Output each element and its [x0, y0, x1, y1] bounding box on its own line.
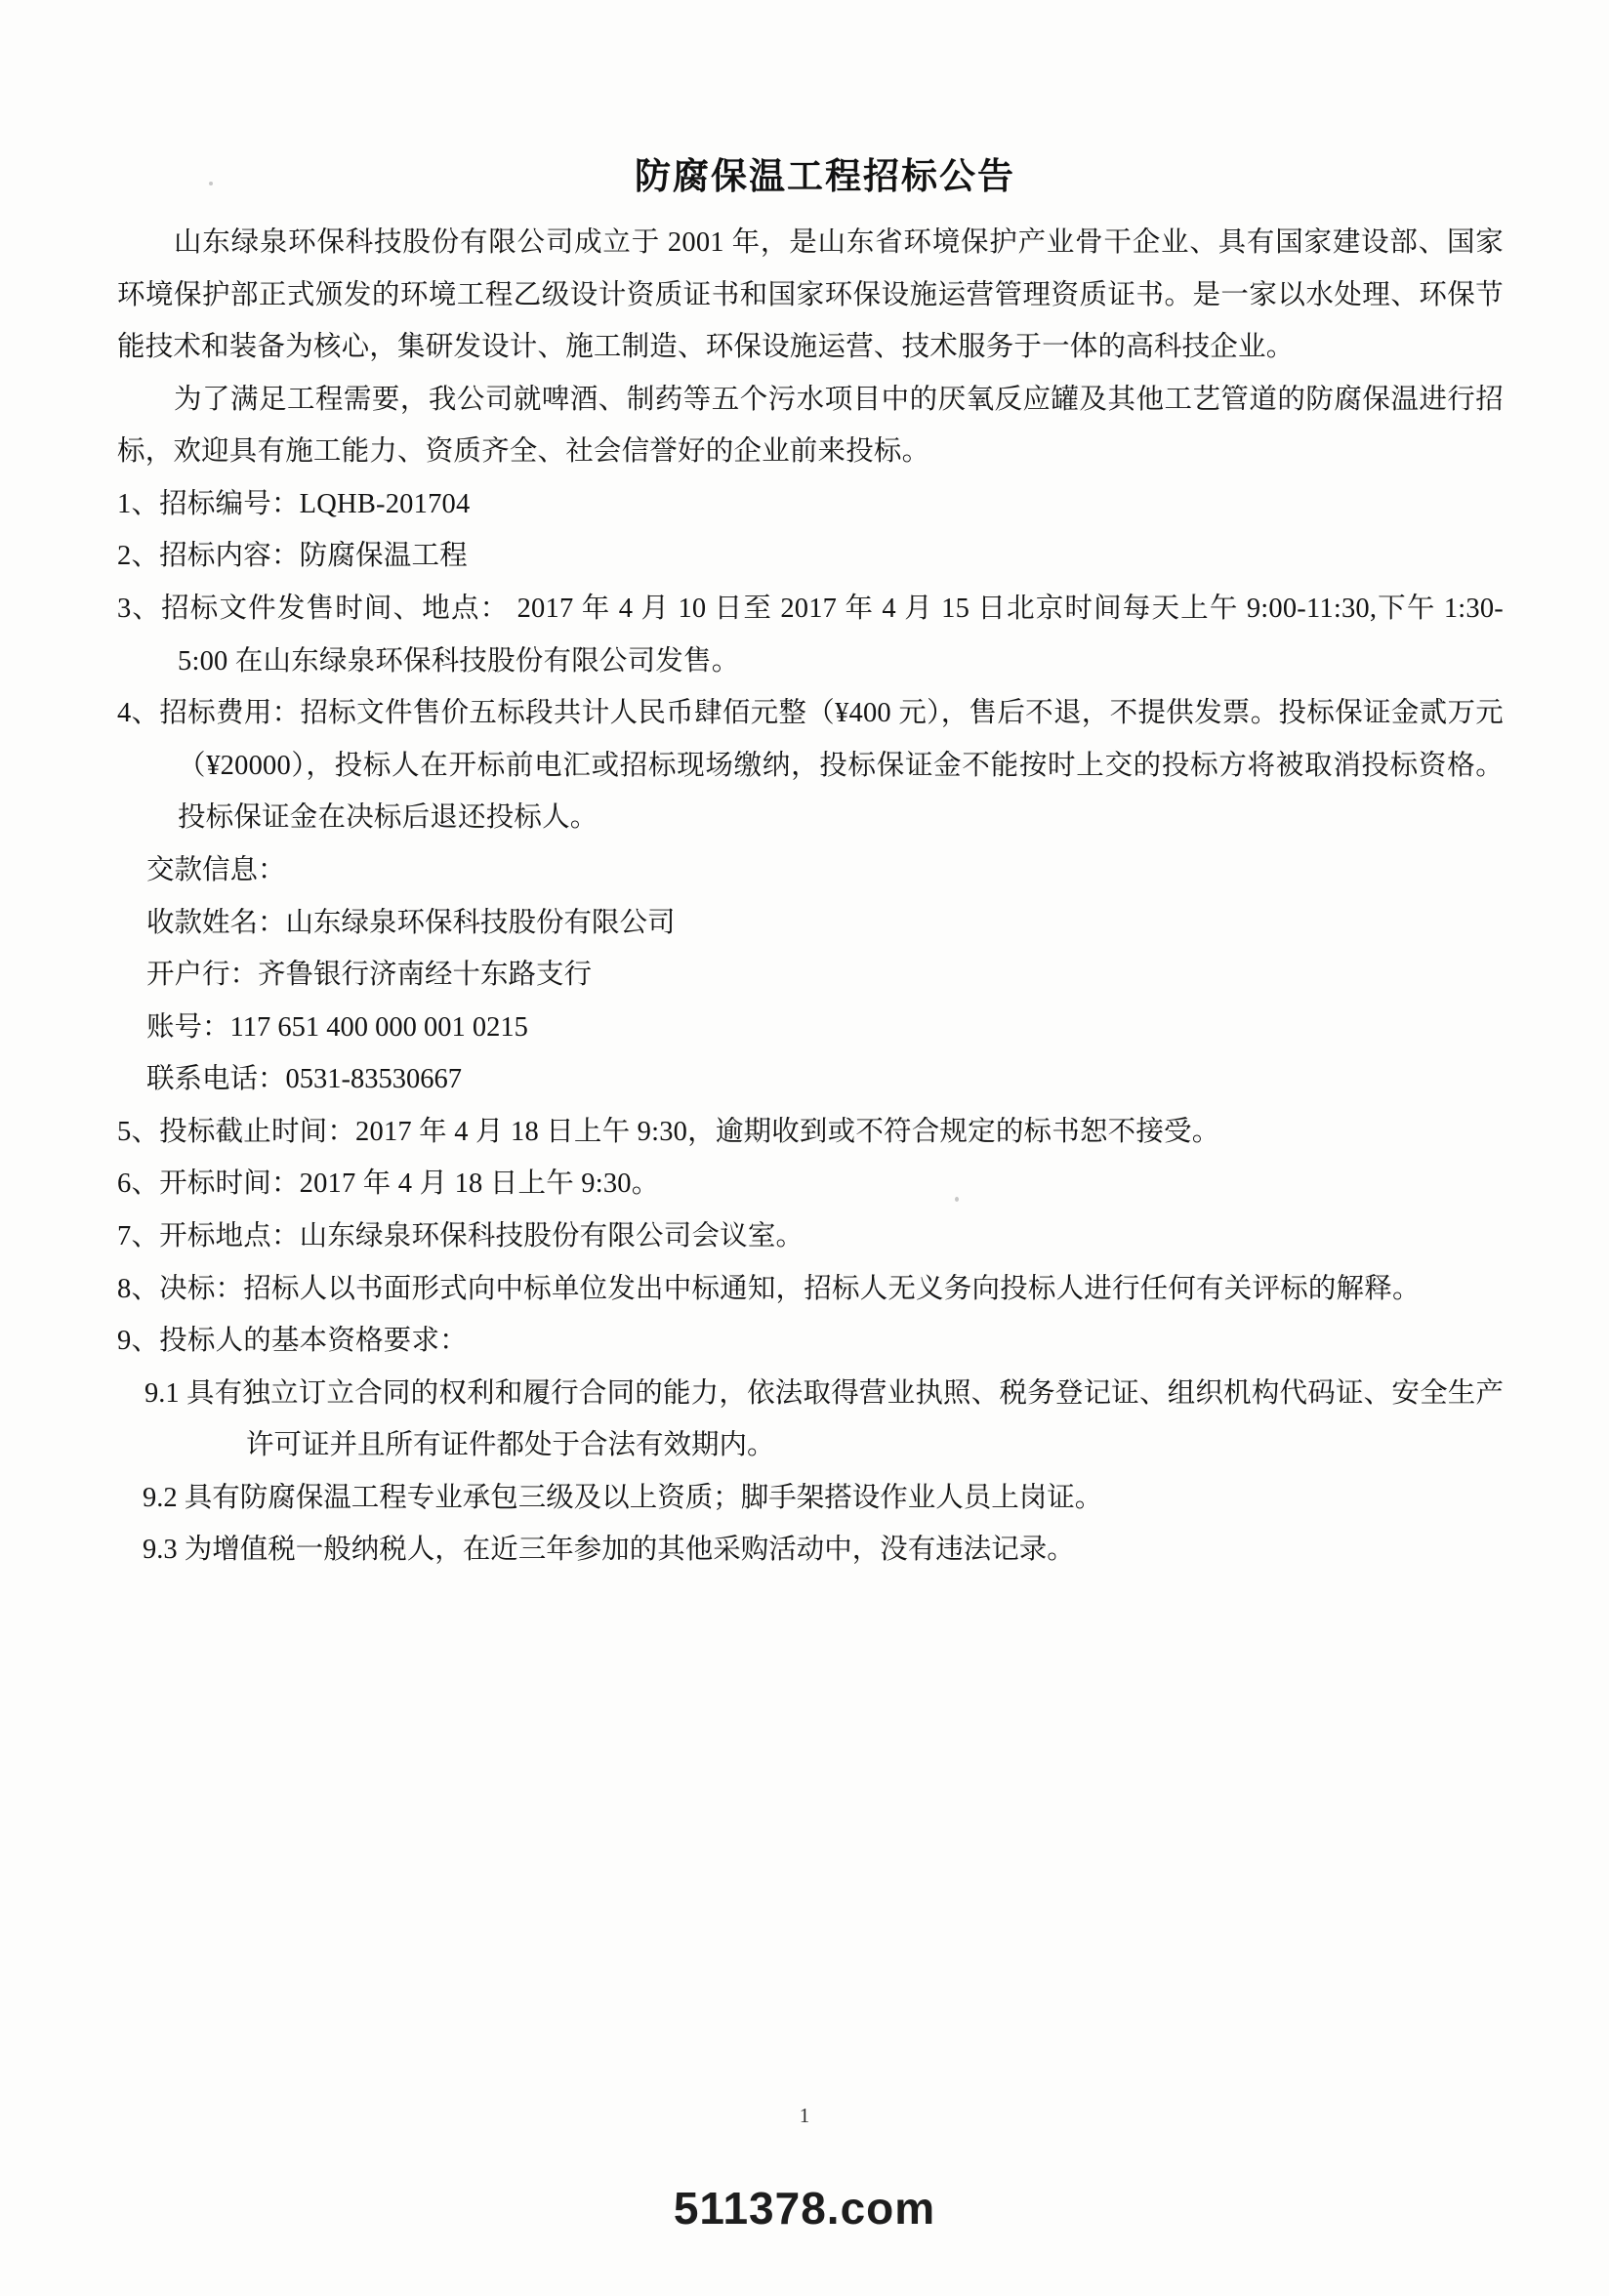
sub-item-9-2: 9.2 具有防腐保温工程专业承包三级及以上资质；脚手架搭设作业人员上岗证。 [143, 1482, 1103, 1513]
document-body [117, 146, 1504, 1577]
item-bidder-requirements: 9、投标人的基本资格要求： [117, 1326, 468, 1357]
item-tender-number: 1、招标编号：LQHB-201704 [117, 488, 471, 519]
page-title: 防腐保温工程招标公告 [635, 157, 1015, 197]
item-tender-content: 2、招标内容：防腐保温工程 [117, 541, 468, 572]
payment-heading: 交款信息： [146, 854, 286, 885]
payment-phone-label: 联系电话： [146, 1064, 286, 1095]
sub-item-9-3: 9.3 为增值税一般纳税人，在近三年参加的其他采购活动中，没有违法记录。 [143, 1535, 1075, 1566]
intro-paragraph-1: 山东绿泉环保科技股份有限公司成立于 2001 年，是山东省环境保护产业骨干企业、具有国家建设部、国家环境保护部正式颁发的环境工程乙级设计资质证书和国家环保设施运营管理资质证书。是一家以水处理、环保节能技术和装备为核心，集研发设计、施工制造、环保设施运营、技术服务于一体的高科技企业。 [117, 227, 1504, 363]
payment-payee-value: 山东绿泉环保科技股份有限公司 [285, 907, 676, 938]
payment-payee-label: 收款姓名： [146, 907, 286, 938]
item-tender-fee: 4、招标费用：招标文件售价五标段共计人民币肆佰元整（¥400 元），售后不退，不提供发票。投标保证金贰万元（¥20000），投标人在开标前电汇或招标现场缴纳，投标保证金不能按时上交的投标方将被取消投标资格。投标保证金在决标后退还投标人。 [117, 698, 1504, 834]
payment-phone-row [146, 1053, 1504, 1106]
item-bid-open-place: 7、开标地点：山东绿泉环保科技股份有限公司会议室。 [117, 1220, 804, 1251]
item-bid-open-time: 6、开标时间：2017 年 4 月 18 日上午 9:30。 [117, 1168, 660, 1200]
page-number: 1 [799, 2104, 810, 2127]
payment-account-row [146, 1002, 1504, 1054]
item-award-decision: 8、决标：招标人以书面形式向中标单位发出中标通知，招标人无义务向投标人进行任何有关评标的解释。 [117, 1273, 1421, 1304]
payment-phone-value: 0531-83530667 [285, 1064, 463, 1095]
payment-bank-value: 齐鲁银行济南经十东路支行 [258, 960, 593, 991]
intro-paragraph-2: 为了满足工程需要，我公司就啤酒、制药等五个污水项目中的厌氧反应罐及其他工艺管道的防腐保温进行招标，欢迎具有施工能力、资质齐全、社会信誉好的企业前来投标。 [117, 384, 1504, 468]
payment-bank-label: 开户行： [146, 960, 259, 991]
payment-account-label: 账号： [146, 1011, 230, 1043]
payment-account-value: 117 651 400 000 001 0215 [229, 1011, 528, 1043]
payment-payee-row [146, 897, 1504, 950]
payment-bank-row [146, 949, 1504, 1002]
payment-info-block [117, 844, 1504, 1106]
sub-item-9-1: 9.1 具有独立订立合同的权利和履行合同的能力，依法取得营业执照、税务登记证、组织机构代码证、安全生产许可证并且所有证件都处于合法有效期内。 [144, 1377, 1504, 1461]
watermark: 511378.com [673, 2183, 936, 2234]
item-document-sale-time: 3、招标文件发售时间、地点： 2017 年 4 月 10 日至 2017 年 4 月 15 日北京时间每天上午 9:00-11:30,下午 1:30-5:00 在山东绿泉环保科技股份有限公司发售。 [117, 594, 1504, 676]
item-bid-deadline: 5、投标截止时间：2017 年 4 月 18 日上午 9:30，逾期收到或不符合规定的标书恕不接受。 [117, 1116, 1220, 1147]
